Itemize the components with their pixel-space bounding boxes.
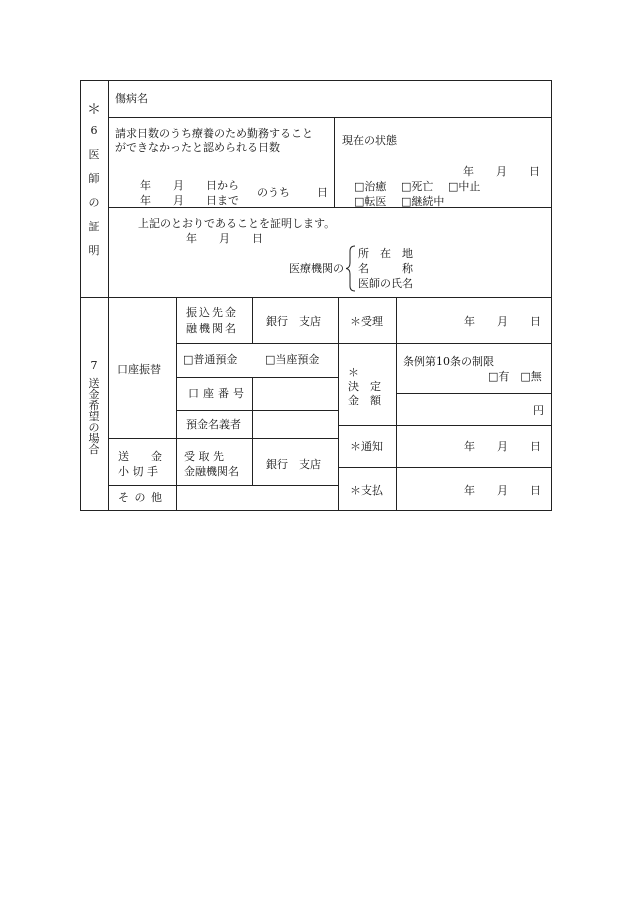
sec6-status-divider bbox=[334, 117, 335, 207]
account-number-label: 口座番号 bbox=[188, 387, 248, 400]
sec7-divider bbox=[108, 297, 109, 511]
checkbox-stopped[interactable]: □中止 bbox=[448, 180, 481, 193]
status-date: 年 月 日 bbox=[463, 165, 540, 178]
remit-check-line2: 小 切 手 bbox=[118, 465, 158, 478]
section-divider bbox=[80, 297, 552, 298]
to-date: 年 月 日まで bbox=[140, 194, 239, 207]
bank-label-line2: 融機関名 bbox=[186, 322, 238, 335]
sec7-right-a bbox=[338, 343, 552, 344]
checkbox-died[interactable]: □死亡 bbox=[401, 180, 434, 193]
account-holder-label: 預金名義者 bbox=[186, 418, 241, 431]
border-bottom bbox=[80, 510, 552, 511]
uchi-label: のうち bbox=[257, 186, 290, 199]
sec7-col4 bbox=[338, 297, 339, 511]
certify-text: 上記のとおりであることを証明します。 bbox=[138, 217, 336, 230]
other-label: そ の 他 bbox=[118, 491, 163, 504]
notice-label: ＊通知 bbox=[350, 440, 383, 453]
bank-label-line1: 振込先金 bbox=[186, 306, 238, 319]
days-label-line2: ができなかったと認められる日数 bbox=[115, 141, 280, 154]
sec7-col5 bbox=[396, 297, 397, 511]
days-label-line1: 請求日数のうち療養のため勤務すること bbox=[115, 127, 313, 140]
doctor-name-label: 医師の氏名 bbox=[358, 277, 413, 290]
border-right bbox=[551, 80, 552, 511]
checkbox-cured[interactable]: □治癒 bbox=[354, 180, 387, 193]
border-left bbox=[80, 80, 81, 511]
notice-date: 年 月 日 bbox=[464, 440, 541, 453]
institution-label: 医療機関の bbox=[289, 262, 344, 275]
payment-date: 年 月 日 bbox=[464, 484, 541, 497]
checkbox-continuing[interactable]: □継続中 bbox=[401, 195, 445, 208]
checkbox-toza[interactable]: □当座預金 bbox=[265, 353, 320, 366]
sec7-header: 7 送 金 希 望 の 場 合 bbox=[88, 359, 100, 456]
border-top bbox=[80, 80, 552, 81]
sec7-row-e bbox=[108, 485, 338, 486]
accept-label: ＊受理 bbox=[350, 315, 383, 328]
sec7-right-c bbox=[338, 425, 552, 426]
decide-line1: 決 定 bbox=[348, 380, 381, 393]
bank-branch-2: 銀行 支店 bbox=[266, 458, 321, 471]
checkbox-futsu[interactable]: □普通預金 bbox=[183, 353, 238, 366]
sec7-row-a bbox=[176, 343, 338, 344]
account-transfer-label: 口座振替 bbox=[117, 363, 161, 376]
decide-line2: 金 額 bbox=[348, 394, 381, 407]
days-unit: 日 bbox=[317, 186, 328, 199]
sec7-row-c bbox=[176, 410, 338, 411]
name-label: 名 称 bbox=[358, 262, 413, 275]
sec7-col3a bbox=[252, 297, 253, 343]
address-label: 所 在 地 bbox=[358, 247, 413, 260]
recipient-line2: 金融機関名 bbox=[184, 465, 239, 478]
sec7-row-d bbox=[108, 438, 338, 439]
brace-icon bbox=[346, 245, 356, 292]
sec7-right-b bbox=[396, 393, 552, 394]
rule-options[interactable]: □有 □無 bbox=[488, 370, 542, 383]
sec7-col3b bbox=[252, 377, 253, 438]
status-label: 現在の状態 bbox=[342, 134, 397, 147]
sec6-line1 bbox=[108, 117, 552, 118]
checkbox-transferred[interactable]: □転医 bbox=[354, 195, 387, 208]
sec6-header: ＊ 6 医 師 の 証 明 bbox=[87, 102, 101, 257]
sec7-right-d bbox=[338, 467, 552, 468]
yen-unit: 円 bbox=[533, 404, 544, 417]
disease-name-label: 傷病名 bbox=[115, 92, 148, 105]
from-date: 年 月 日から bbox=[140, 179, 239, 192]
sec6-divider bbox=[108, 80, 109, 297]
sec7-col3c bbox=[252, 438, 253, 485]
bank-branch-1: 銀行 支店 bbox=[266, 315, 321, 328]
sec7-col2 bbox=[176, 297, 177, 511]
payment-label: ＊支払 bbox=[350, 484, 383, 497]
sec7-row-b bbox=[176, 377, 338, 378]
accept-date: 年 月 日 bbox=[464, 315, 541, 328]
recipient-line1: 受 取 先 bbox=[184, 450, 224, 463]
decide-star: ＊ bbox=[348, 366, 359, 379]
remit-check-line1: 送 金 bbox=[118, 450, 162, 463]
certify-date: 年 月 日 bbox=[186, 232, 263, 245]
rule-label: 条例第10条の制限 bbox=[403, 355, 494, 368]
